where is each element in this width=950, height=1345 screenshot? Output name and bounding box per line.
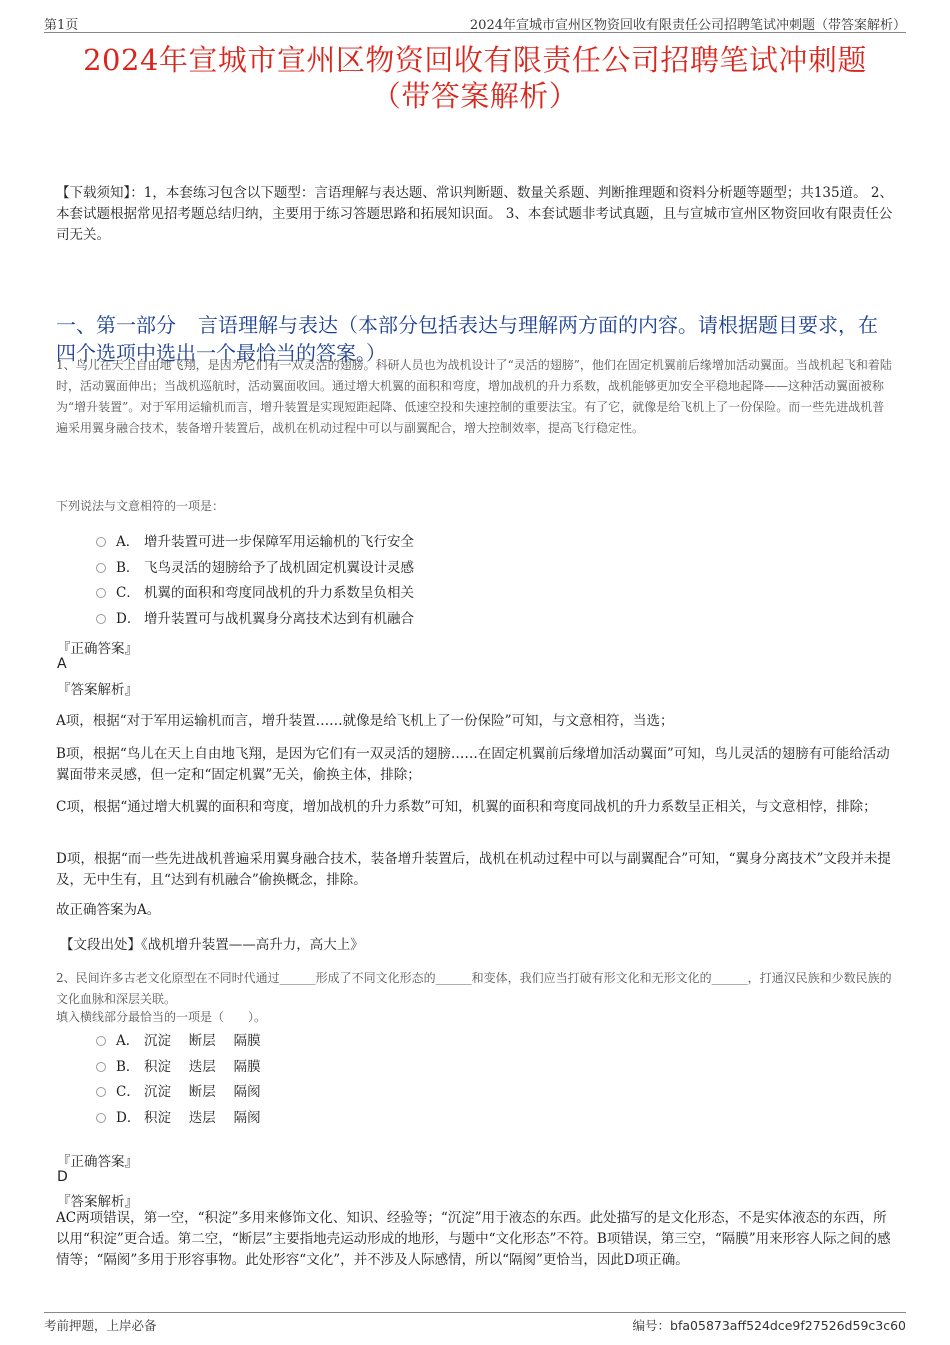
page-number: 第1页 [44,18,79,33]
q1-analysis-c: C项，根据“通过增大机翼的面积和弯度，增加战机的升力系数”可知，机翼的面积和弯度同战机的升力系数呈正相关，与文意相悖，排除； [56,799,877,815]
radio-icon[interactable] [96,1087,106,1097]
footer-code [633,1316,906,1334]
section-title: 言语理解与表达（本部分包括表达与理解两方面的内容。请根据题目要求，在四个选项中选出一个最恰当的答案。） [56,313,878,365]
footer-code-label: 编号： [632,1318,671,1333]
q1-analysis-a: A项，根据“对于军用运输机而言，增升装置……就像是给飞机上了一份保险”可知，与文意相符，当选； [56,713,674,729]
page-header [44,10,906,33]
title-line-2: （带答案解析） [371,79,579,113]
q1-source: 【文段出处】《战机增升装置——高升力，高大上》 [60,937,364,953]
download-notice: 【下载须知】：1，本套练习包含以下题型：言语理解与表达题、常识判断题、数量关系题、判断推理题和资料分析题等题型；共135道。 2、本套试题根据常见招考题总结归纳，主要用于练习答题思路和拓展知识面。 3、本套试题非考试真题，且与宣城市宣州区物资回收有限责任公司无关。 [56,185,893,243]
radio-icon[interactable] [96,1036,106,1046]
q1-analysis-d: D项，根据“而一些先进战机普遍采用翼身融合技术，装备增升装置后，战机在机动过程中可以与副翼配合”可知，“翼身分离技术”文段并未提及，无中生有，且“达到有机融合”偷换概念，排除。 [56,851,891,888]
q2-prompt: 填入横线部分最恰当的一项是（ ）。 [56,1010,267,1024]
q2-analysis-label: 『答案解析』 [57,1194,138,1210]
q2-analysis: AC两项错误，第一空，“积淀”多用来修饰文化、知识、经验等；“沉淀”用于液态的东西。此处描写的是文化形态，不是实体液态的东西，所以用“积淀”更合适。第二空，“断层”主要指地壳运动形成的地形，与题中“文化形态”不符。B项错误，第三空，“隔膜”用来形容人际之间的感情等；“隔阂”多用于形容事物。此处形容“文化”，并不涉及人际感情，所以“隔阂”更恰当，因此D项正确。 [56,1210,891,1268]
q2-stem: 2、民间许多古老文化原型在不同时代通过______形成了不同文化形态的______和变体，我们应当打破有形文化和无形文化的______，打通汉民族和少数民族的文化血脉和深层关联。 [56,971,892,1006]
q1-answer: A [57,656,67,672]
radio-icon[interactable] [96,1113,106,1123]
title-line-1: 2024年宣城市宣州区物资回收有限责任公司招聘笔试冲刺题 [83,43,867,77]
q1-answer-label: 『正确答案』 [57,641,138,657]
radio-icon[interactable] [96,1062,106,1072]
radio-icon[interactable] [96,588,106,598]
radio-icon[interactable] [96,537,106,547]
q1-conclusion: 故正确答案为A。 [56,902,161,918]
q1-stem: 1、鸟儿在天上自由地飞翔，是因为它们有一双灵活的翅膀。科研人员也为战机设计了“灵活的翅膀”，他们在固定机翼前后缘增加活动翼面。当战机起飞和着陆时，活动翼面伸出；当战机巡航时，活动翼面收回。通过增大机翼的面积和弯度，增加战机的升力系数，战机能够更加安全平稳地起降——这种活动翼面被称为“增升装置”。对于军用运输机而言，增升装置是实现短距起降、低速空投和失速控制的重要法宝。有了它，就像是给飞机上了一份保险。而一些先进战机普遍采用翼身融合技术，装备增升装置后，战机在机动过程中可以与副翼配合，增大控制效率，提高飞行稳定性。 [56,358,892,435]
page-footer [44,1312,906,1337]
footer-code-value: bfa05873aff524dce9f27526d59c3c60 [670,1318,906,1333]
q1-analysis-label: 『答案解析』 [57,682,138,698]
radio-icon[interactable] [96,563,106,573]
q1-prompt: 下列说法与文意相符的一项是： [56,499,225,513]
header-doc-title: 2024年宣城市宣州区物资回收有限责任公司招聘笔试冲刺题（带答案解析） [469,18,906,33]
q2-answer: D [57,1169,68,1185]
radio-icon[interactable] [96,614,106,624]
q2-answer-label: 『正确答案』 [57,1154,138,1170]
footer-slogan: 考前押题，上岸必备 [44,1318,157,1333]
q1-analysis-b: B项，根据“鸟儿在天上自由地飞翔，是因为它们有一双灵活的翅膀……在固定机翼前后缘增加活动翼面”可知，鸟儿灵活的翅膀有可能给活动翼面带来灵感，但一定和“固定机翼”无关，偷换主体，排除； [56,746,890,783]
document-title [40,42,910,114]
section-part: 一、第一部分 [56,313,176,337]
